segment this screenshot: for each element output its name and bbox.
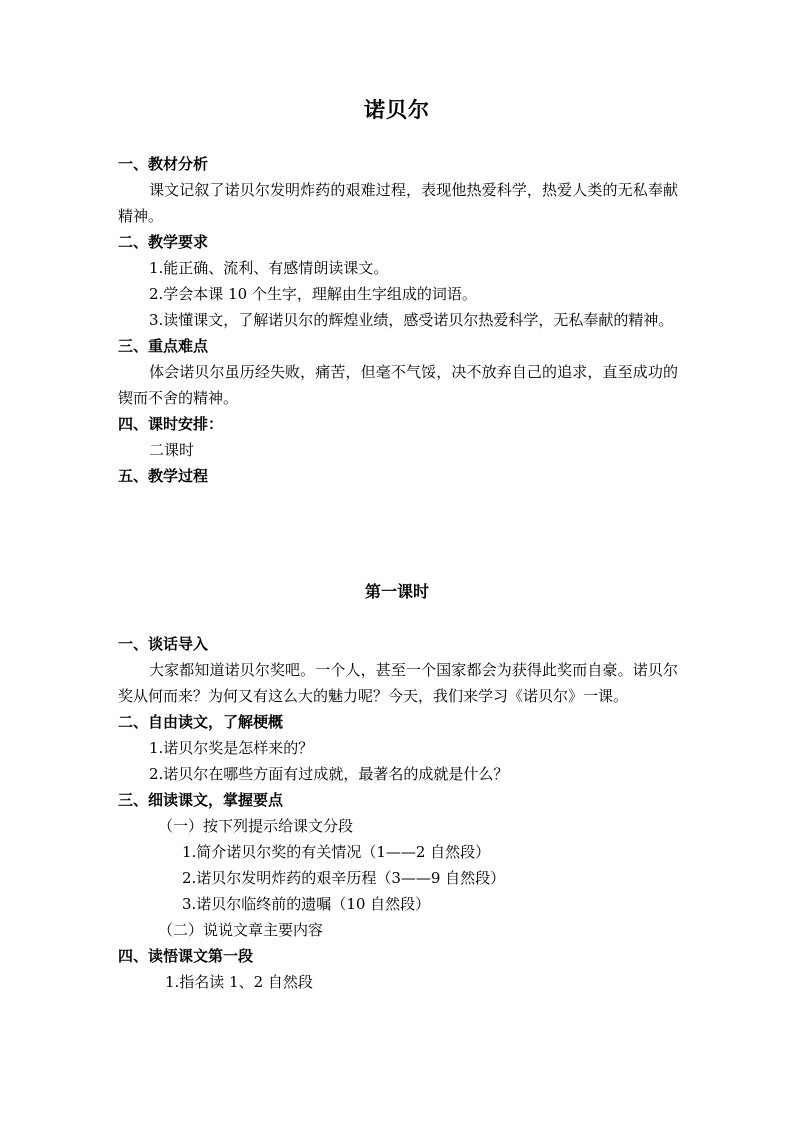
section-heading: 二、自由读文，了解梗概: [118, 713, 284, 731]
section-heading: 一、教材分析: [118, 155, 209, 173]
list-item: 1.诺贝尔奖是怎样来的？: [149, 739, 314, 757]
section-heading: 四、课时安排：: [118, 415, 224, 433]
lesson-plan-overview: [118, 151, 678, 489]
section-heading: 五、教学过程: [118, 467, 209, 485]
lesson-title: 第一课时: [364, 582, 429, 601]
section-heading: 三、重点难点: [118, 337, 209, 355]
paragraph: 体会诺贝尔虽历经失败，痛苦，但毫不气馁，决不放弃自己的追求，直至成功的锲而不舍的精神。: [118, 363, 678, 407]
section-heading: 三、细读课文，掌握要点: [118, 791, 284, 809]
sub-heading: （一）按下列提示给课文分段: [158, 817, 354, 835]
paragraph: 课文记叙了诺贝尔发明炸药的艰难过程，表现他热爱科学，热爱人类的无私奉献精神。: [118, 181, 678, 225]
list-item: 3.诺贝尔临终前的遗嘱（10 自然段）: [182, 895, 431, 913]
list-item: 2.诺贝尔在哪些方面有过成就，最著名的成就是什么？: [149, 765, 509, 783]
paragraph: 二课时: [149, 441, 195, 459]
list-item: 2.诺贝尔发明炸药的艰辛历程（3——9 自然段）: [182, 869, 506, 887]
list-item: 1.能正确、流利、有感情朗读课文。: [149, 259, 389, 277]
section-heading: 一、谈话导入: [118, 635, 209, 653]
paragraph: 大家都知道诺贝尔奖吧。一个人，甚至一个国家都会为获得此奖而自豪。诺贝尔奖从何而来？为何又有这么大的魅力呢？今天，我们来学习《诺贝尔》一课。: [118, 661, 678, 705]
section-heading: 二、教学要求: [118, 233, 209, 251]
lesson-one-content: [118, 631, 678, 995]
list-item: 1.简介诺贝尔奖的有关情况（1——2 自然段）: [182, 843, 491, 861]
sub-heading: （二）说说文章主要内容: [158, 921, 324, 939]
list-item: 2.学会本课 10 个生字，理解由生字组成的词语。: [149, 285, 477, 303]
section-heading: 四、读悟课文第一段: [118, 947, 254, 965]
list-item: 1.指名读 1、2 自然段: [165, 973, 313, 991]
list-item: 3.读懂课文，了解诺贝尔的辉煌业绩，感受诺贝尔热爱科学，无私奉献的精神。: [149, 311, 674, 329]
page-title: 诺贝尔: [364, 97, 430, 122]
